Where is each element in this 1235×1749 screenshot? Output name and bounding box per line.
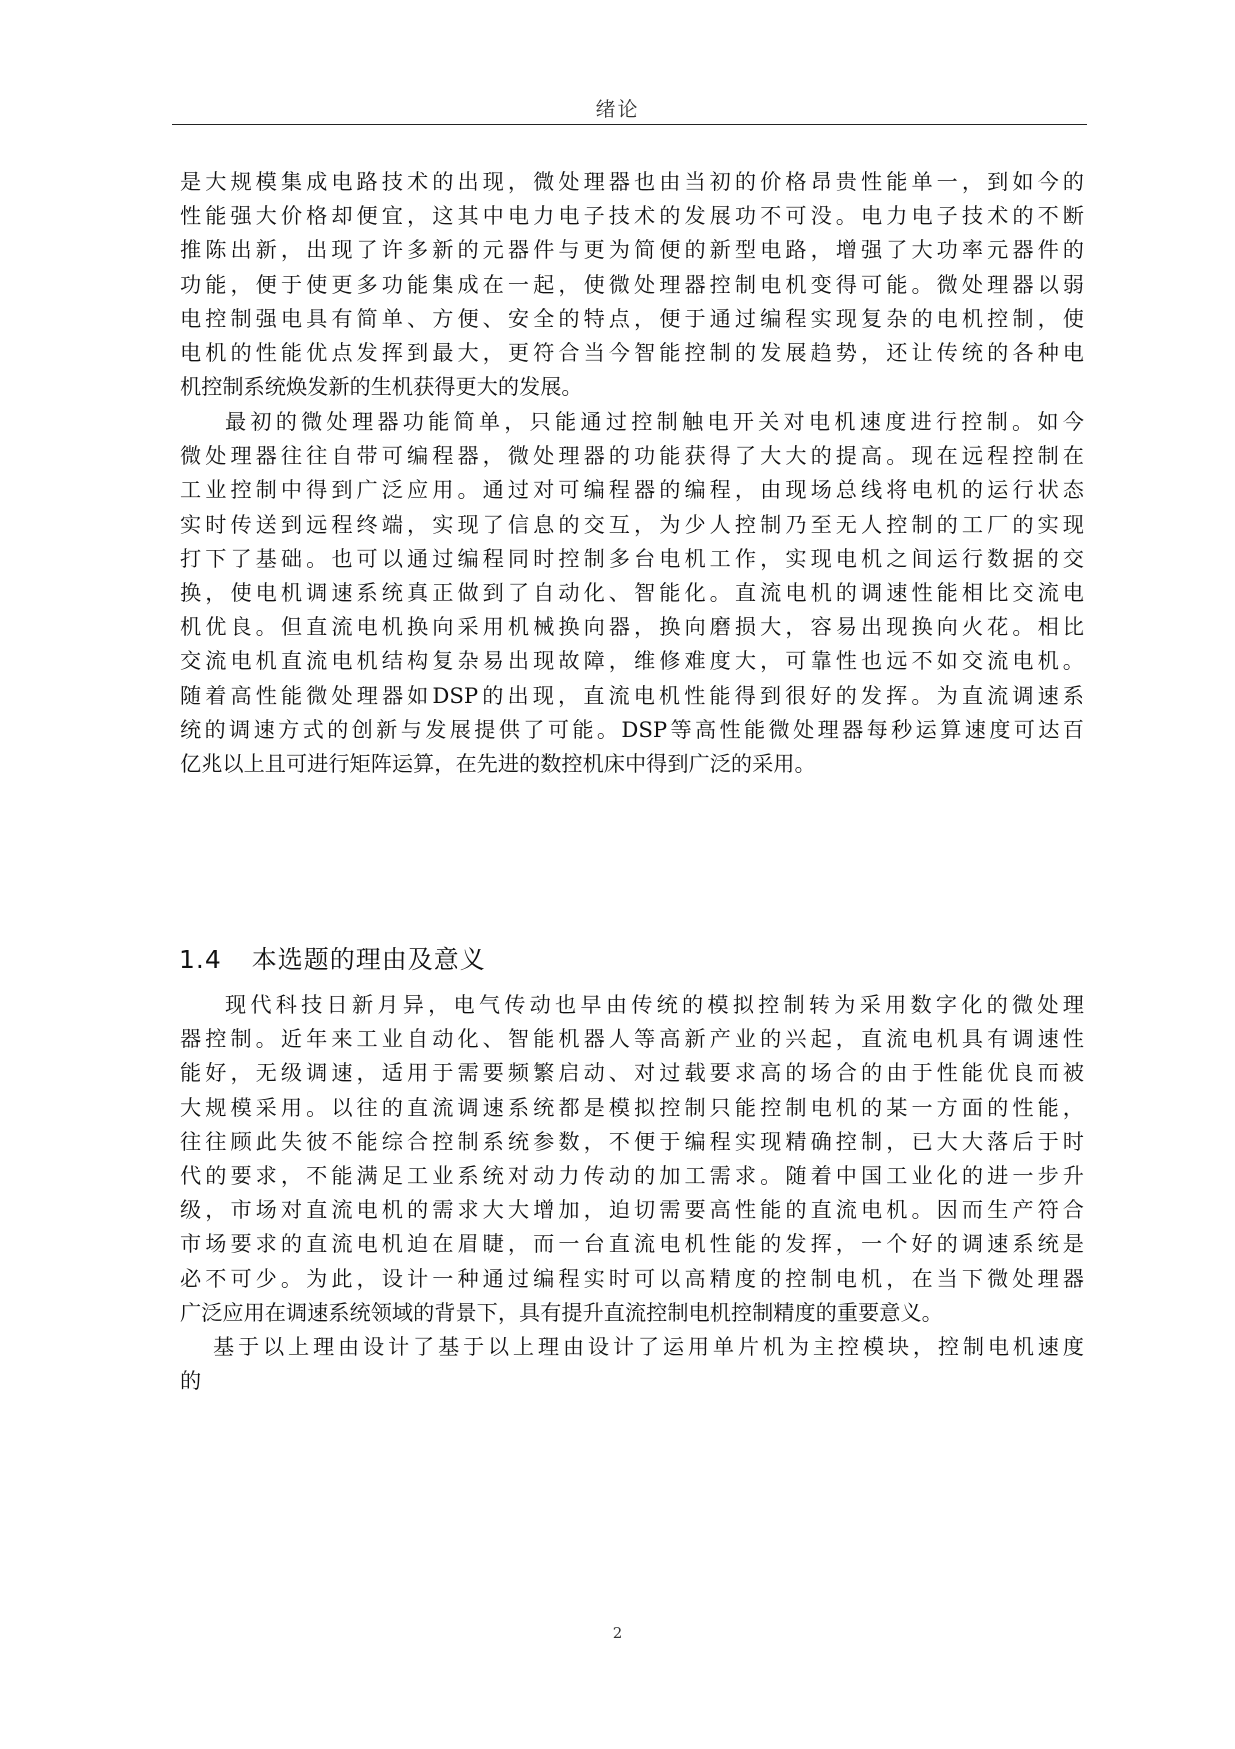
header-rule (172, 124, 1087, 125)
page-number: 2 (612, 1624, 623, 1642)
paragraph-line: 亿兆以上且可进行矩阵运算，在先进的数控机床中得到广泛的采用。 (180, 750, 816, 776)
paragraph-line: 代的要求，不能满足工业系统对动力传动的加工需求。随着中国工业化的进一步升 (180, 1162, 1084, 1188)
paragraph-line: 是大规模集成电路技术的出现，微处理器也由当初的价格昂贵性能单一，到如今的 (180, 169, 1084, 194)
paragraph-line: 电机的性能优点发挥到最大，更符合当今智能控制的发展趋势，还让传统的各种电 (180, 339, 1084, 365)
paragraph-line: 能好，无级调速，适用于需要频繁启动、对过载要求高的场合的由于性能优良而被 (180, 1060, 1084, 1086)
section-number: 1.4 (179, 945, 222, 974)
paragraph-line: 级，市场对直流电机的需求大大增加，迫切需要高性能的直流电机。因而生产符合 (180, 1197, 1084, 1223)
paragraph-line: 微处理器往往自带可编程器，微处理器的功能获得了大大的提高。现在远程控制在 (180, 443, 1084, 469)
paragraph-line: 统的调速方式的创新与发展提供了可能。DSP等高性能微处理器每秒运算速度可达百 (180, 716, 1084, 742)
paragraph-1 (180, 165, 1084, 404)
paragraph-line: 打下了基础。也可以通过编程同时控制多台电机工作，实现电机之间运行数据的交 (180, 545, 1084, 571)
paragraph-line: 功能，便于使更多功能集成在一起，使微处理器控制电机变得可能。微处理器以弱 (180, 271, 1084, 297)
paragraph-2 (180, 405, 1084, 781)
paragraph-line: 交流电机直流电机结构复杂易出现故障，维修难度大，可靠性也远不如交流电机。 (180, 648, 1084, 674)
paragraph-line: 性能强大价格却便宜，这其中电力电子技术的发展功不可没。电力电子技术的不断 (180, 203, 1084, 229)
paragraph-line: 电控制强电具有简单、方便、安全的特点，便于通过编程实现复杂的电机控制，使 (180, 305, 1084, 331)
paragraph-line: 最初的微处理器功能简单，只能通过控制触电开关对电机速度进行控制。如今 (225, 409, 1084, 434)
paragraph-line: 大规模采用。以往的直流调速系统都是模拟控制只能控制电机的某一方面的性能， (180, 1094, 1084, 1120)
paragraph-3 (180, 988, 1084, 1330)
paragraph-line: 必不可少。为此，设计一种通过编程实时可以高精度的控制电机，在当下微处理器 (180, 1265, 1084, 1291)
paragraph-4 (180, 1330, 1084, 1398)
paragraph-line: 基于以上理由设计了基于以上理由设计了运用单片机为主控模块，控制电机速度 (213, 1334, 1084, 1359)
paragraph-line: 工业控制中得到广泛应用。通过对可编程器的编程，由现场总线将电机的运行状态 (180, 477, 1084, 503)
paragraph-line: 推陈出新，出现了许多新的元器件与更为简便的新型电路，增强了大功率元器件的 (180, 237, 1084, 263)
paragraph-line: 市场要求的直流电机迫在眉睫，而一台直流电机性能的发挥，一个好的调速系统是 (180, 1231, 1084, 1257)
paragraph-line: 的 (180, 1368, 202, 1394)
paragraph-line: 实时传送到远程终端，实现了信息的交互，为少人控制乃至无人控制的工厂的实现 (180, 511, 1084, 537)
paragraph-line: 机控制系统焕发新的生机获得更大的发展。 (180, 374, 583, 400)
paragraph-line: 现代科技日新月异，电气传动也早由传统的模拟控制转为采用数字化的微处理 (225, 992, 1084, 1017)
paragraph-line: 机优良。但直流电机换向采用机械换向器，换向磨损大，容易出现换向火花。相比 (180, 614, 1084, 640)
paragraph-line: 随着高性能微处理器如DSP的出现，直流电机性能得到很好的发挥。为直流调速系 (180, 682, 1084, 708)
paragraph-line: 往往顾此失彼不能综合控制系统参数，不便于编程实现精确控制，已大大落后于时 (180, 1128, 1084, 1154)
paragraph-line: 器控制。近年来工业自动化、智能机器人等高新产业的兴起，直流电机具有调速性 (180, 1026, 1084, 1052)
running-header-title: 绪论 (595, 97, 640, 121)
paragraph-line: 广泛应用在调速系统领域的背景下，具有提升直流控制电机控制精度的重要意义。 (180, 1299, 943, 1325)
section-heading (179, 940, 486, 976)
paragraph-line: 换，使电机调速系统真正做到了自动化、智能化。直流电机的调速性能相比交流电 (180, 579, 1084, 605)
section-title: 本选题的理由及意义 (251, 945, 486, 974)
